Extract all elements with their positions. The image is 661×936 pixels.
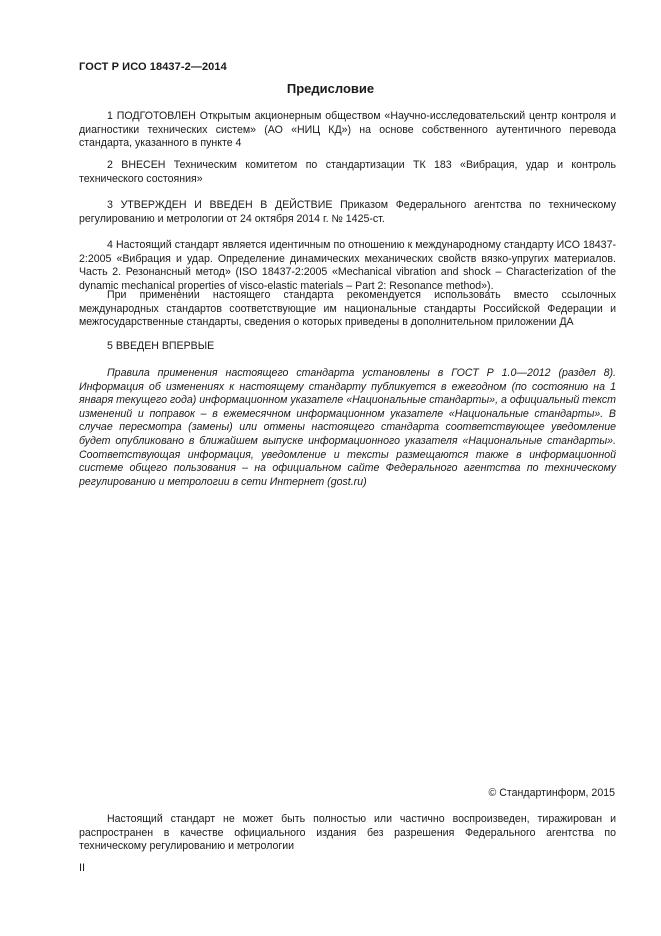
paragraph-application bbox=[79, 289, 616, 330]
paragraph-text: 1 ПОДГОТОВЛЕН Открытым акционерным обществом «Научно-исследовательский центр контроля и диагностики технических систем» (АО «НИЦ КД») на основе собственного аутентичного перевода стандарта, указанного в пункте 4 bbox=[79, 110, 616, 150]
page-title: Предисловие bbox=[286, 81, 375, 96]
paragraph-submitted-by bbox=[79, 159, 616, 186]
page-number: II bbox=[79, 862, 86, 874]
paragraph-approved bbox=[79, 199, 616, 226]
paragraph-prepared-by bbox=[79, 110, 616, 151]
standard-code-header: ГОСТ Р ИСО 18437-2—2014 bbox=[79, 61, 227, 73]
paragraph-first-introduced bbox=[79, 340, 616, 354]
paragraph-text: Правила применения настоящего стандарта установлены в ГОСТ Р 1.0—2012 (раздел 8). Информация об изменениях к настоящему стандарту публикуется в ежегодном (по состоянию на 1 января текущего года) информационном указателе «Национальные стандарты», а официальный текст изменений и поправок – в ежемесячном информационном указателе «Национальные стандарты». В случае пересмотра (замены) или отмены настоящего стандарта соответствующее уведомление будет опубликовано в ближайшем выпуске информационного указателя «Национальные стандарты». Соответствующая информация, уведомление и тексты размещаются также в информационной системе общего пользования – на официальном сайте Федерального агентства по техническому регулированию и метрологии в сети Интернет (gost.ru) bbox=[79, 367, 616, 488]
paragraph-text: 5 ВВЕДЕН ВПЕРВЫЕ bbox=[107, 340, 215, 352]
paragraph-text: 3 УТВЕРЖДЕН И ВВЕДЕН В ДЕЙСТВИЕ Приказом Федерального агентства по техническому регулированию и метрологии от 24 октября 2014 г. № 1425-ст. bbox=[79, 199, 616, 225]
paragraph-text: При применении настоящего стандарта рекомендуется использовать вместо ссылочных международных стандартов соответствующие им национальные стандарты Российской Федерации и межгосударственные стандарты, сведения о которых приведены в дополнительном приложении ДА bbox=[79, 289, 616, 329]
copyright-notice: © Стандартинформ, 2015 bbox=[488, 787, 615, 799]
paragraph-text: 2 ВНЕСЕН Техническим комитетом по стандартизации ТК 183 «Вибрация, удар и контроль технического состояния» bbox=[79, 159, 616, 185]
reproduction-notice-text: Настоящий стандарт не может быть полностью или частично воспроизведен, тиражирован и распространен в качестве официального издания без разрешения Федерального агентства по техническому регулированию и метрологии bbox=[79, 813, 616, 853]
paragraph-usage-rules bbox=[79, 367, 616, 489]
reproduction-notice bbox=[79, 813, 616, 854]
paragraph-text: 4 Настоящий стандарт является идентичным по отношению к международному стандарту ИСО 18437-2:2005 «Вибрация и удар. Определение динамических механических свойств вязко-упругих материалов. Часть 2. Резонансный метод» (ISO 18437-2:2005 «Mechanical vibration and shock – Characterization of the dynamic mechanical properties of visco-elastic materials – Part 2: Resonance method»). bbox=[79, 239, 616, 292]
paragraph-identical-standard bbox=[79, 239, 616, 293]
